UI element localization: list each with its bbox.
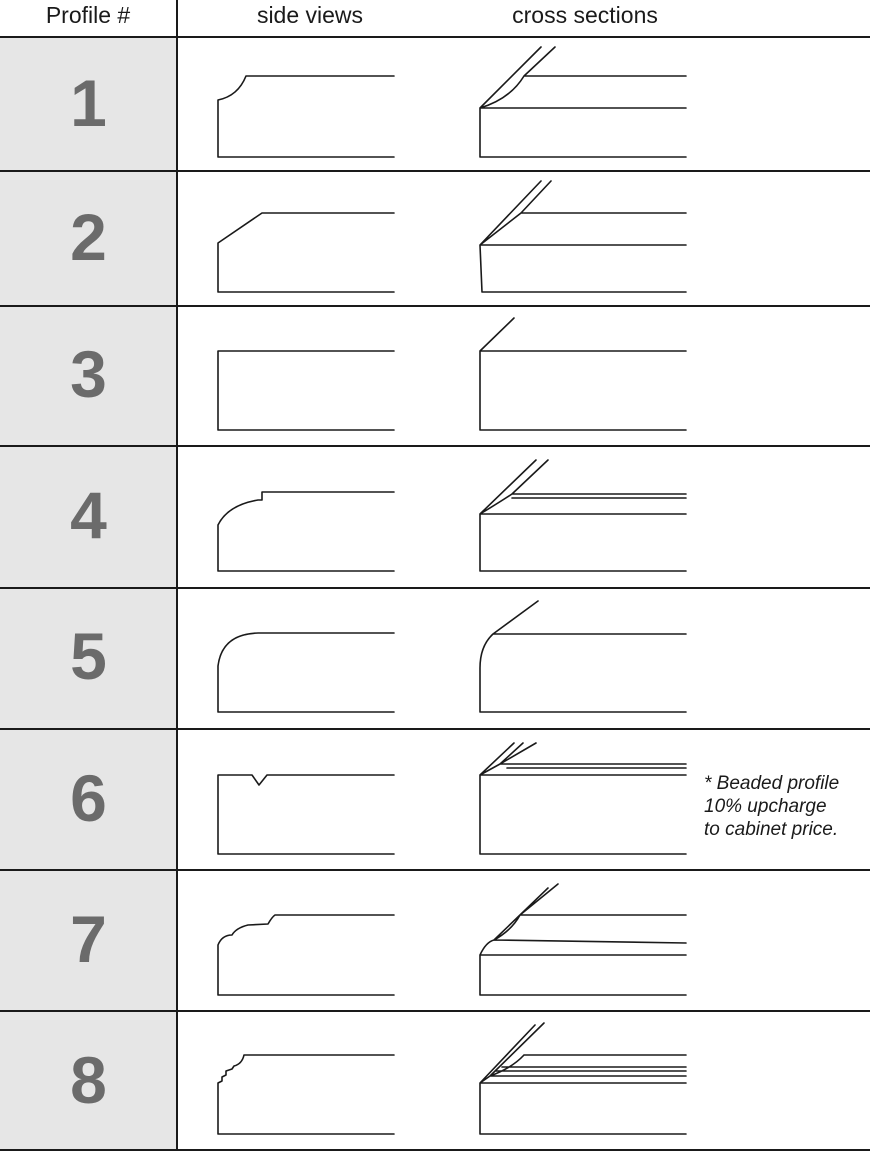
profile-7-cross-section bbox=[480, 884, 686, 995]
profile-3-cross-section bbox=[480, 318, 686, 430]
profile-3-number: 3 bbox=[70, 337, 107, 411]
profile-2-number: 2 bbox=[70, 200, 107, 274]
note-line-2: 10% upcharge bbox=[704, 796, 827, 817]
beaded-profile-note bbox=[704, 772, 870, 841]
profile-5-side-view bbox=[218, 633, 394, 712]
profile-5-cross-section bbox=[480, 601, 686, 712]
header-cross-sections: cross sections bbox=[512, 2, 658, 28]
profile-6-cross-section bbox=[480, 743, 686, 854]
profile-5-number: 5 bbox=[70, 619, 107, 693]
profile-6-number: 6 bbox=[70, 761, 107, 835]
profile-8-side-view bbox=[218, 1055, 394, 1134]
profile-1-cross-section bbox=[480, 47, 686, 157]
profile-4-side-view bbox=[218, 492, 394, 571]
note-line-3: to cabinet price. bbox=[704, 819, 839, 840]
header-profile-number: Profile # bbox=[45, 2, 131, 28]
note-line-1: * Beaded profile bbox=[704, 773, 840, 794]
profile-6-side-view bbox=[218, 775, 394, 854]
profile-1-side-view bbox=[218, 76, 394, 157]
profile-3-side-view bbox=[218, 351, 394, 430]
header-side-views: side views bbox=[256, 2, 364, 28]
profile-4-number: 4 bbox=[70, 478, 107, 552]
profile-1-number: 1 bbox=[70, 66, 107, 140]
profile-8-number: 8 bbox=[70, 1043, 107, 1117]
profile-2-cross-section bbox=[480, 181, 686, 292]
profile-7-number: 7 bbox=[70, 902, 107, 976]
profile-2-side-view bbox=[218, 213, 394, 292]
profile-8-cross-section bbox=[480, 1023, 686, 1134]
profile-4-cross-section bbox=[480, 460, 686, 571]
profile-7-side-view bbox=[218, 915, 394, 995]
